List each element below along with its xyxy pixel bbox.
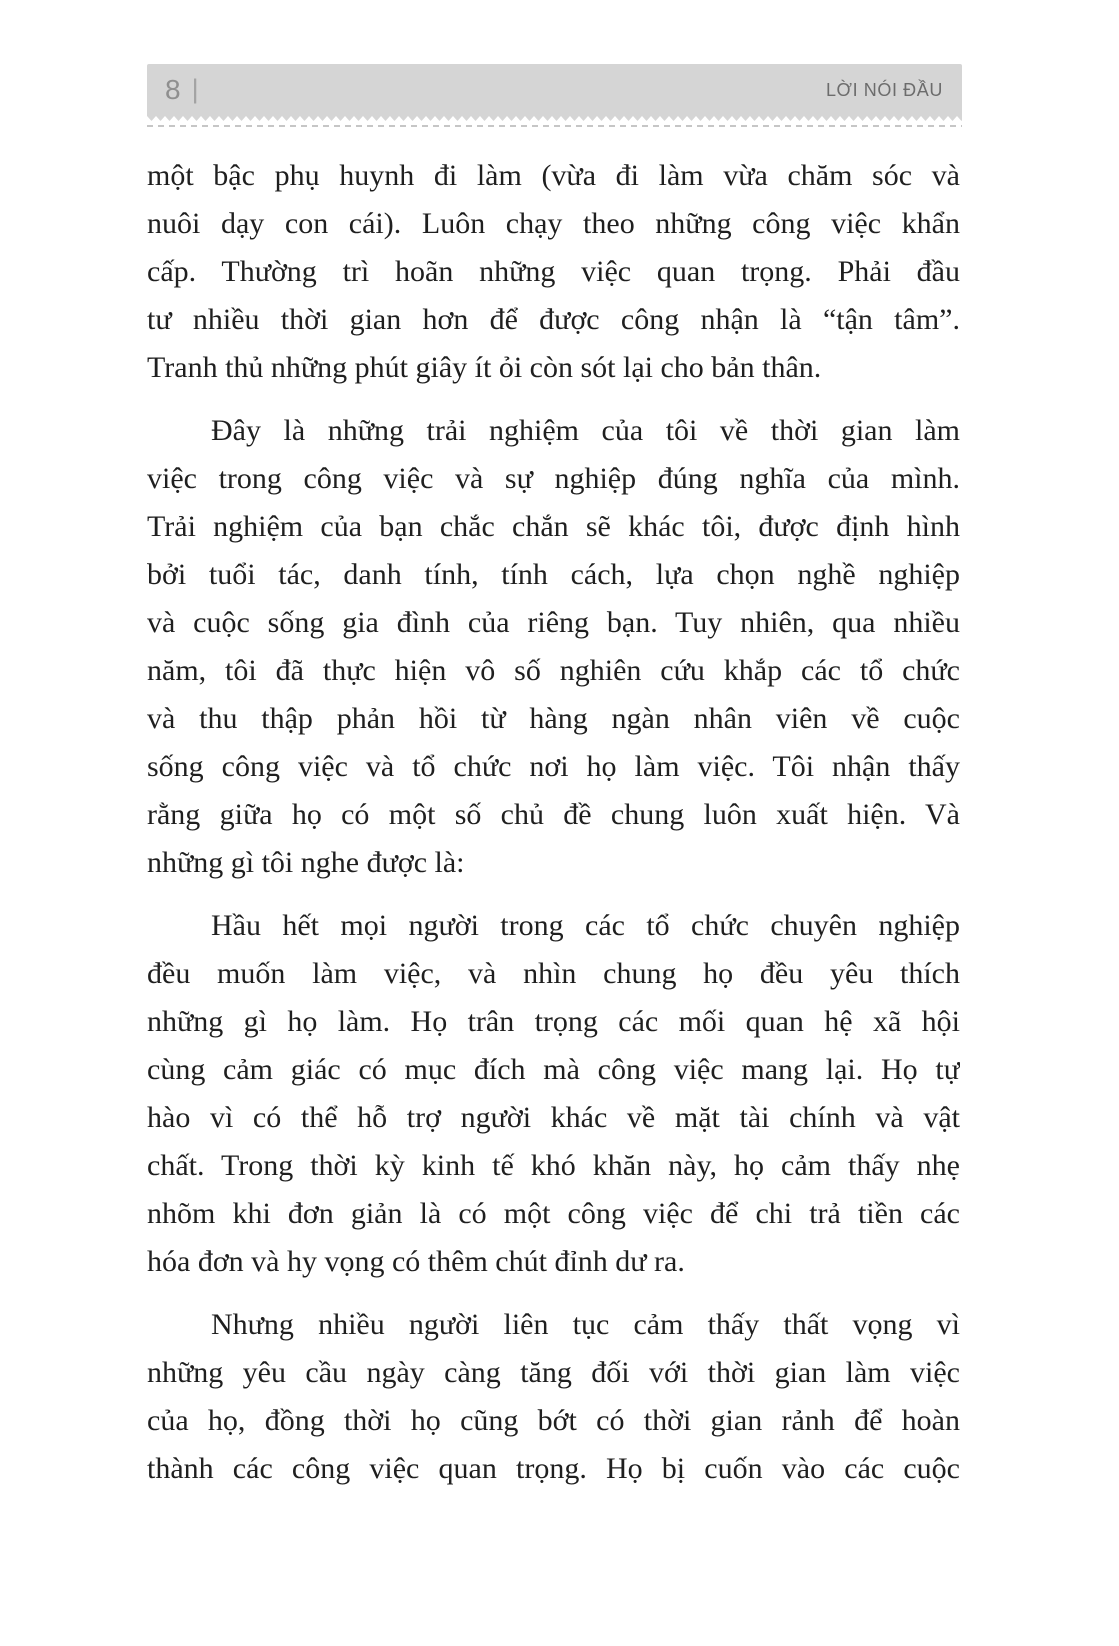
text-line: Trải nghiệm của bạn chắc chắn sẽ khác tôi, được định hình xyxy=(147,510,960,543)
paragraph-4 xyxy=(147,1301,960,1493)
text-line: rằng giữa họ có một số chủ đề chung luôn xuất hiện. Và xyxy=(147,798,960,831)
perforated-edge xyxy=(147,116,962,121)
text-line: hào vì có thể hỗ trợ người khác về mặt tài chính và vật xyxy=(147,1101,960,1134)
text-line: một bậc phụ huynh đi làm (vừa đi làm vừa chăm sóc và xyxy=(147,159,960,192)
text-line: của họ, đồng thời họ cũng bớt có thời gian rảnh để hoàn xyxy=(147,1404,960,1437)
page-number-separator: | xyxy=(191,73,199,104)
text-line: hóa đơn và hy vọng có thêm chút đỉnh dư ra. xyxy=(147,1245,685,1278)
text-line: sống công việc và tổ chức nơi họ làm việc. Tôi nhận thấy xyxy=(147,750,960,783)
page-header-bar xyxy=(147,64,962,116)
text-line: nuôi dạy con cái). Luôn chạy theo những công việc khẩn xyxy=(147,207,960,240)
text-line: Đây là những trải nghiệm của tôi về thời gian làm xyxy=(211,414,960,447)
text-line: những gì họ làm. Họ trân trọng các mối quan hệ xã hội xyxy=(147,1005,960,1038)
page-number: 8 xyxy=(165,74,181,105)
text-line: chất. Trong thời kỳ kinh tế khó khăn này, họ cảm thấy nhẹ xyxy=(147,1149,960,1182)
text-line: thành các công việc quan trọng. Họ bị cuốn vào các cuộc xyxy=(147,1452,960,1485)
perforation-shadow-dots xyxy=(147,125,962,127)
text-line: bởi tuổi tác, danh tính, tính cách, lựa chọn nghề nghiệp xyxy=(147,558,960,591)
text-line: cùng cảm giác có mục đích mà công việc mang lại. Họ tự xyxy=(147,1053,960,1086)
text-line: và cuộc sống gia đình của riêng bạn. Tuy nhiên, qua nhiều xyxy=(147,606,960,639)
text-line: tư nhiều thời gian hơn để được công nhận là “tận tâm”. xyxy=(147,303,960,336)
paragraph-2 xyxy=(147,407,960,887)
text-line: đều muốn làm việc, và nhìn chung họ đều yêu thích xyxy=(147,957,960,990)
page-text xyxy=(147,152,960,1508)
text-line: năm, tôi đã thực hiện vô số nghiên cứu khắp các tổ chức xyxy=(147,654,960,687)
text-line: Hầu hết mọi người trong các tổ chức chuyên nghiệp xyxy=(211,909,960,942)
text-line: Nhưng nhiều người liên tục cảm thấy thất vọng vì xyxy=(211,1308,960,1341)
paragraph-1 xyxy=(147,152,960,392)
text-line: những yêu cầu ngày càng tăng đối với thời gian làm việc xyxy=(147,1356,960,1389)
text-line: cấp. Thường trì hoãn những việc quan trọng. Phải đầu xyxy=(147,255,960,288)
text-line: việc trong công việc và sự nghiệp đúng nghĩa của mình. xyxy=(147,462,960,495)
text-line: những gì tôi nghe được là: xyxy=(147,846,465,879)
text-line: Tranh thủ những phút giây ít ỏi còn sót lại cho bản thân. xyxy=(147,351,822,384)
text-line: và thu thập phản hồi từ hàng ngàn nhân viên về cuộc xyxy=(147,702,960,735)
text-line: nhõm khi đơn giản là có một công việc để chi trả tiền các xyxy=(147,1197,960,1230)
section-title: LỜI NÓI ĐẦU xyxy=(825,80,943,100)
paragraph-3 xyxy=(147,902,960,1286)
